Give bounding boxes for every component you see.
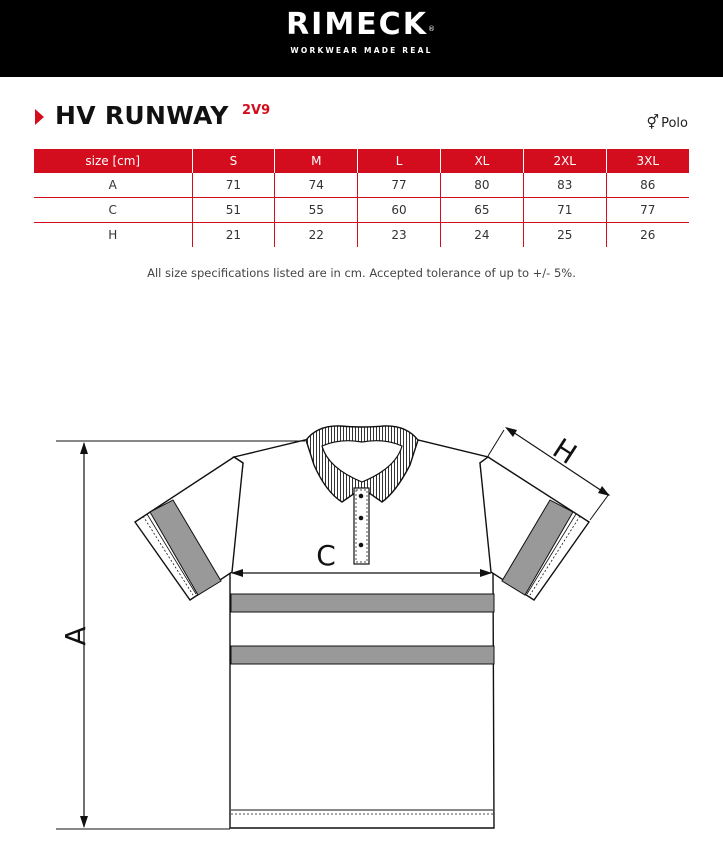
table-cell: 51 [192,198,275,223]
header-cell: S [192,149,275,173]
table-cell: 80 [440,173,523,198]
product-title: HV RUNWAY [55,101,229,130]
registered-mark: ® [427,25,437,33]
header-cell: L [358,149,441,173]
table-cell: 65 [440,198,523,223]
table-cell: 86 [606,173,689,198]
table-cell: A [34,173,192,198]
table-cell: 74 [275,173,358,198]
body-stripe-lower [231,646,494,664]
header-cell: size [cm] [34,149,192,173]
table-cell: 24 [440,223,523,248]
header-cell: 2XL [523,149,606,173]
table-cell: 23 [358,223,441,248]
header-cell: M [275,149,358,173]
body-stripe-upper [231,594,494,612]
table-cell: 60 [358,198,441,223]
table-cell: 71 [523,198,606,223]
dimension-a-label: A [59,626,92,646]
product-type-label: Polo [661,116,688,131]
button [359,494,364,499]
table-cell: C [34,198,192,223]
table-cell: 22 [275,223,358,248]
unisex-icon: ⚥ [646,115,660,131]
table-cell: 25 [523,223,606,248]
brand-tagline: WORKWEAR MADE REAL [290,46,433,55]
right-sleeve [480,457,589,600]
button [359,543,364,548]
tolerance-note: All size specifications listed are in cm. Accepted tolerance of up to +/- 5%. [147,266,576,280]
header-cell: 3XL [606,149,689,173]
button [359,516,364,521]
table-cell: 26 [606,223,689,248]
table-cell: 21 [192,223,275,248]
table-cell: 83 [523,173,606,198]
table-cell: 77 [606,198,689,223]
table-cell: 71 [192,173,275,198]
table-cell: 55 [275,198,358,223]
table-cell: H [108,228,118,242]
table-cell: 77 [358,173,441,198]
header-cell: XL [440,149,523,173]
placket [354,488,369,564]
dimension-h-label: H [546,431,583,471]
left-sleeve [135,457,243,600]
product-code: 2V9 [242,103,271,118]
dimension-c-label: C [316,539,336,572]
brand-logo: RIMECK® [286,7,437,42]
